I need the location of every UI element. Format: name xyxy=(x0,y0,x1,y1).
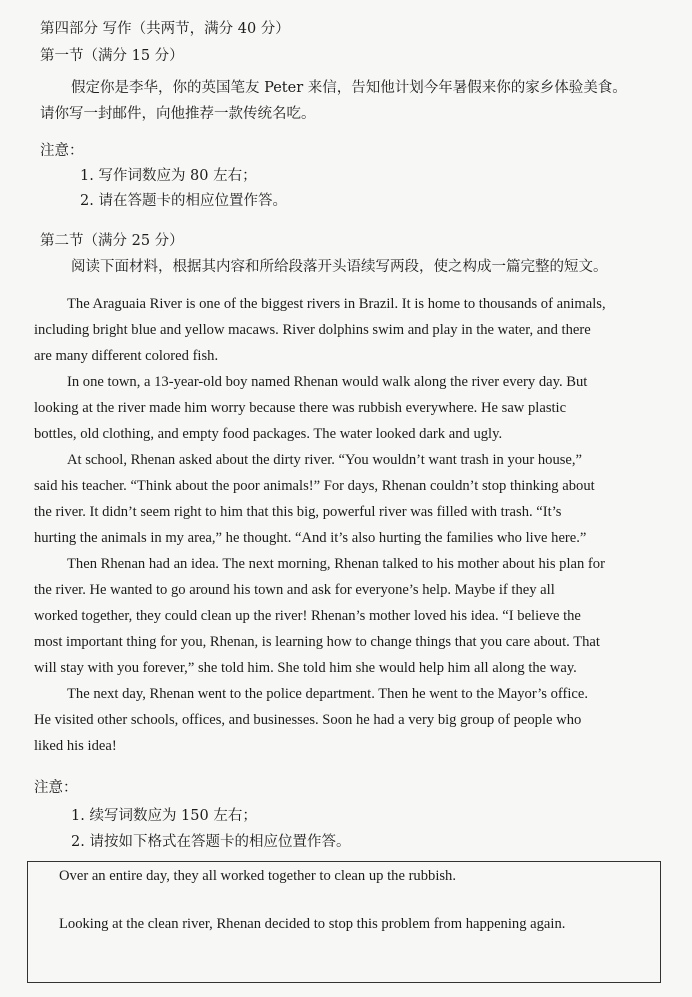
section2-note: 2. 请按如下格式在答题卡的相应位置作答。 xyxy=(71,834,351,850)
section1-prompt-line: 请你写一封邮件，向他推荐一款传统名吃。 xyxy=(40,106,316,122)
passage-line: liked his idea! xyxy=(34,738,117,754)
passage-line: the river. It didn’t seem right to him that this big, powerful river was filled with trash. “It’s xyxy=(34,504,562,520)
paragraph1-opening: Over an entire day, they all worked together to clean up the rubbish. xyxy=(59,868,457,884)
passage-line: including bright blue and yellow macaws. River dolphins swim and play in the water, and there xyxy=(34,322,591,338)
passage-line: At school, Rhenan asked about the dirty river. “You wouldn’t want trash in your house,” xyxy=(67,452,583,468)
passage-line: The next day, Rhenan went to the police department. Then he went to the Mayor’s office. xyxy=(67,686,589,702)
passage-line: the river. He wanted to go around his town and ask for everyone’s help. Maybe if they all xyxy=(34,582,555,598)
paragraph2-opening: Looking at the clean river, Rhenan decided to stop this problem from happening again. xyxy=(59,916,566,932)
passage-line: hurting the animals in my area,” he thought. “And it’s also hurting the families who live here.” xyxy=(34,530,587,546)
passage-line: most important thing for you, Rhenan, is learning how to change things that you care about. That xyxy=(34,634,600,650)
section2-title: 第二节（满分 25 分） xyxy=(40,233,184,249)
passage-line: bottles, old clothing, and empty food packages. The water looked dark and ugly. xyxy=(34,426,503,442)
part-title: 第四部分 写作（共两节，满分 40 分） xyxy=(40,21,290,37)
section1-note: 2. 请在答题卡的相应位置作答。 xyxy=(80,193,287,209)
passage-line: In one town, a 13-year-old boy named Rhenan would walk along the river every day. But xyxy=(67,374,588,390)
section1-prompt-line: 假定你是李华，你的英国笔友 Peter 来信，告知他计划今年暑假来你的家乡体验美食。 xyxy=(71,80,627,96)
passage-line: worked together, they could clean up the river! Rhenan’s mother loved his idea. “I believe the xyxy=(34,608,581,624)
section1-note: 1. 写作词数应为 80 左右； xyxy=(80,168,257,184)
passage-line: said his teacher. “Think about the poor animals!” For days, Rhenan couldn’t stop thinking about xyxy=(34,478,595,494)
passage-line: Then Rhenan had an idea. The next morning, Rhenan talked to his mother about his plan for xyxy=(67,556,605,572)
section2-note: 1. 续写词数应为 150 左右； xyxy=(71,808,257,824)
section1-title: 第一节（满分 15 分） xyxy=(40,48,184,64)
passage-line: are many different colored fish. xyxy=(34,348,219,364)
passage-line: The Araguaia River is one of the biggest rivers in Brazil. It is home to thousands of animals, xyxy=(67,296,606,312)
passage-line: He visited other schools, offices, and businesses. Soon he had a very big group of people who xyxy=(34,712,582,728)
passage-line: looking at the river made him worry because there was rubbish everywhere. He saw plastic xyxy=(34,400,567,416)
section1-notes-label: 注意： xyxy=(40,143,84,159)
section2-instruction: 阅读下面材料，根据其内容和所给段落开头语续写两段，使之构成一篇完整的短文。 xyxy=(71,259,608,275)
section2-notes-label: 注意： xyxy=(34,780,78,796)
passage-line: will stay with you forever,” she told him. She told him she would help him all along the way. xyxy=(34,660,577,676)
